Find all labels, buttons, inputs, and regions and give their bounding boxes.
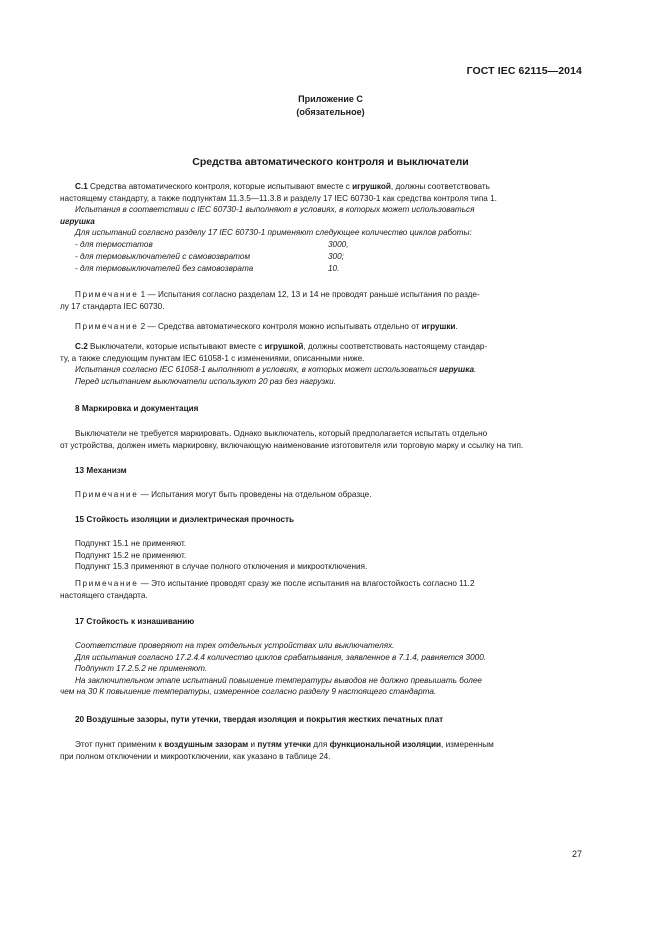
c1-list-item	[75, 251, 344, 263]
c2-preconditioning: Перед испытанием выключатели используют 20 раз без нагрузки.	[75, 376, 336, 386]
c1-list-item	[75, 263, 340, 275]
note-term-toy: игрушки	[421, 322, 456, 331]
c2-text-c: , должны соответствовать настоящему стандар-	[303, 342, 488, 351]
list-label: - для термовыключателей без самовозврата	[75, 264, 254, 273]
c1-note-2	[75, 321, 582, 333]
section-15-title: 15 Стойкость изоляции и диэлектрическая прочность	[75, 515, 295, 524]
s20-line-b: при полном отключении и микроотключении, как указано в таблице 24.	[60, 751, 331, 761]
note-text-cont: лу 17 стандарта IEC 60730.	[60, 301, 165, 311]
standard-header: ГОСТ IEC 62115—2014	[466, 65, 582, 77]
c2-number: С.2	[75, 342, 88, 351]
s20-text: и	[250, 740, 256, 749]
s17-line-2: Для испытания согласно 17.2.4.4 количество циклов срабатывания, заявленное в 7.1.4, равняется 3000.	[75, 652, 487, 662]
list-label: - для термостатов	[75, 240, 153, 249]
s8-line-a: Выключатели не требуется маркировать. Однако выключатель, который предполагается испытать отдельно	[75, 429, 488, 438]
c1-term-toy: игрушкой	[352, 182, 391, 191]
list-value: 300;	[328, 252, 344, 261]
section-20-text	[60, 739, 582, 762]
c2-text-d: ту, а также следующим пунктам IEC 61058-1 с изменениями, описанными ниже.	[60, 353, 365, 363]
c1-list-item	[75, 239, 349, 251]
s17-line-3: Подпункт 17.2.5.2 не применяют.	[75, 664, 208, 674]
s17-line-1: Соответствие проверяют на трех отдельных устройствах или выключателях.	[75, 641, 395, 650]
note-text: 2 — Средства автоматического контроля можно испытывать отдельно от	[140, 322, 420, 331]
c2-term-toy-2: игрушка	[439, 365, 474, 375]
section-17-text	[60, 640, 582, 698]
section-15-text	[75, 538, 582, 573]
c2-text-a: Выключатели, которые испытывают вместе с	[90, 342, 263, 351]
s20-text: Этот пункт применим к	[75, 740, 163, 749]
section-8-text	[60, 428, 582, 451]
s17-line-5: чем на 30 К повышение температуры, измеренное согласно разделу 9 настоящего стандарта.	[60, 687, 437, 697]
section-13-title: 13 Механизм	[75, 466, 127, 475]
c1-number: С.1	[75, 182, 88, 191]
c1-paragraph	[60, 181, 582, 239]
c1-text-c: , должны соответствовать	[390, 182, 490, 191]
section-13-note	[75, 489, 582, 501]
c1-text-a: Средства автоматического контроля, которые испытывают вместе с	[90, 182, 350, 191]
s15-line-1: Подпункт 15.1 не применяют.	[75, 539, 187, 548]
main-title: Средства автоматического контроля и выключатели	[192, 156, 469, 168]
section-15-note	[60, 578, 582, 601]
note-period: .	[455, 322, 458, 331]
list-label: - для термовыключателей с самовозвратом	[75, 252, 251, 261]
note-label: Примечание	[75, 579, 139, 588]
note-label: Примечание	[75, 322, 139, 331]
list-value: 10.	[328, 264, 340, 273]
s20-text: , измеренным	[441, 740, 494, 749]
annex-title: Приложение С	[298, 94, 363, 104]
c2-period: .	[474, 365, 477, 375]
note-text: — Испытания могут быть проведены на отдельном образце.	[140, 490, 372, 499]
section-20-title: 20 Воздушные зазоры, пути утечки, твердая изоляция и покрытия жестких печатных плат	[75, 715, 444, 724]
note-text: — Это испытание проводят сразу же после испытания на влагостойкость согласно 11.2	[140, 579, 475, 588]
s20-term-clearances: воздушным зазорам	[164, 740, 249, 749]
s17-line-4: На заключительном этапе испытаний повышение температуры выводов не должно превышать более	[75, 675, 482, 685]
s20-term-functional-insulation: функциональной изоляции	[329, 740, 442, 749]
section-17-title: 17 Стойкость к изнашиванию	[75, 617, 195, 626]
s8-line-b: от устройства, должен иметь маркировку, включающую наименование изготовителя или торговую марку и ссылку на тип.	[60, 440, 524, 450]
list-value: 3000,	[328, 240, 349, 249]
s20-term-creepage: путям утечки	[257, 740, 311, 749]
annex-status: (обязательное)	[296, 107, 365, 117]
note-text: 1 — Испытания согласно разделам 12, 13 и 14 не проводят раньше испытания по разде-	[140, 290, 480, 299]
s15-line-3: Подпункт 15.3 применяют в случае полного отключения и микроотключения.	[75, 562, 368, 572]
note-text-cont: настоящего стандарта.	[60, 590, 148, 600]
c1-text-d: настоящему стандарту, а также подпунктам 11.3.5—11.3.8 и разделу 17 IEC 60730-1 как средства контроля типа 1.	[60, 193, 497, 203]
c2-test-conditions: Испытания согласно IEC 61058-1 выполняют в условиях, в которых может использоваться	[75, 365, 437, 375]
note-label: Примечание	[75, 490, 139, 499]
c1-cycles-intro: Для испытаний согласно разделу 17 IEC 60730-1 применяют следующее количество циклов работы:	[75, 228, 472, 238]
c2-term-toy: игрушкой	[264, 342, 304, 351]
c2-paragraph	[60, 341, 582, 387]
s20-text: для	[313, 740, 328, 749]
c1-note-1	[60, 289, 582, 312]
c1-term-toy-2: игрушка	[60, 216, 95, 226]
s15-line-2: Подпункт 15.2 не применяют.	[75, 550, 187, 560]
section-8-title: 8 Маркировка и документация	[75, 404, 199, 413]
note-label: Примечание	[75, 290, 139, 299]
c1-test-conditions: Испытания в соответствии с IEC 60730-1 выполняют в условиях, в которых может использоваться	[75, 205, 475, 215]
page-number: 27	[571, 849, 582, 859]
